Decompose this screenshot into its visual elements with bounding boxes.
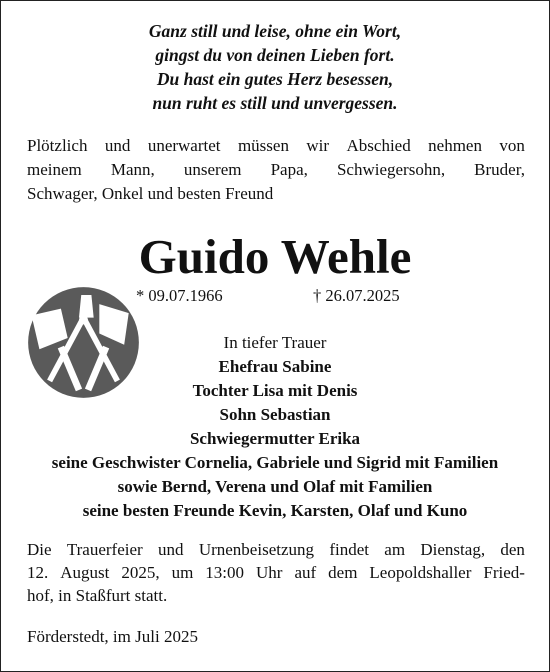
- intro-line: [27, 134, 525, 158]
- service-line: hof, in Staßfurt statt.: [27, 586, 168, 605]
- service-word: Dienstag,: [420, 540, 486, 559]
- deceased-name: Guido Wehle: [138, 229, 412, 284]
- service-word: am: [384, 540, 406, 559]
- service-word: 2025,: [121, 563, 160, 582]
- mourner-line: Tochter Lisa mit Denis: [192, 381, 358, 400]
- death-date: † 26.07.2025: [313, 286, 400, 305]
- service-word: Urnenbeisetzung: [198, 540, 315, 559]
- service-paragraph: [27, 538, 525, 607]
- mourner-line: seine Geschwister Cornelia, Gabriele und Sigrid mit Familien: [51, 453, 499, 472]
- service-word: den: [500, 540, 525, 559]
- intro-word: Papa,: [270, 160, 308, 179]
- service-word: August: [60, 563, 110, 582]
- place-and-date: Förderstedt, im Juli 2025: [27, 627, 198, 646]
- service-word: Fried-: [483, 563, 525, 582]
- service-word: und: [158, 540, 184, 559]
- intro-word: Plötzlich: [27, 136, 88, 155]
- intro-line: [27, 158, 525, 182]
- intro-word: müssen: [237, 136, 289, 155]
- poem-line: nun ruht es still und unvergessen.: [152, 93, 398, 113]
- birth-date: * 09.07.1966: [136, 286, 223, 305]
- intro-word: wir: [306, 136, 330, 155]
- poem-line: Ganz still und leise, ohne ein Wort,: [148, 21, 402, 41]
- service-word: um: [171, 563, 194, 582]
- poem-line: Du hast ein gutes Herz besessen,: [156, 69, 394, 89]
- service-word: findet: [329, 540, 369, 559]
- service-word: Leopoldshaller: [369, 563, 472, 582]
- mourner-line: seine besten Freunde Kevin, Karsten, Olaf und Kuno: [82, 501, 468, 520]
- service-word: Trauerfeier: [66, 540, 143, 559]
- poem: [1, 19, 549, 115]
- mourner-line: sowie Bernd, Verena und Olaf mit Familien: [117, 477, 433, 496]
- intro-word: Abschied: [346, 136, 411, 155]
- intro-word: unerwartet: [147, 136, 221, 155]
- intro-paragraph: [27, 134, 525, 206]
- mourner-line: Schwiegermutter Erika: [189, 429, 361, 448]
- service-word: 13:00: [205, 563, 245, 582]
- service-word: dem: [328, 563, 358, 582]
- service-word: 12.: [27, 563, 49, 582]
- service-word: auf: [294, 563, 317, 582]
- service-word: Die: [27, 540, 52, 559]
- mourners-intro: In tiefer Trauer: [223, 333, 327, 352]
- intro-word: unserem: [183, 160, 242, 179]
- intro-word: meinem: [27, 160, 82, 179]
- poem-line: gingst du von deinen Lieben fort.: [155, 45, 395, 65]
- intro-word: Mann,: [110, 160, 155, 179]
- mourner-line: Ehefrau Sabine: [218, 357, 332, 376]
- intro-word: nehmen: [428, 136, 482, 155]
- mourners-list: [1, 331, 549, 523]
- service-word: Uhr: [256, 563, 283, 582]
- intro-word: und: [104, 136, 131, 155]
- service-line: [27, 538, 525, 561]
- intro-word: Schwiegersohn,: [336, 160, 446, 179]
- service-line: [27, 561, 525, 584]
- intro-line: Schwager, Onkel und besten Freund: [27, 184, 274, 203]
- intro-word: von: [499, 136, 525, 155]
- intro-word: Bruder,: [474, 160, 525, 179]
- mourner-line: Sohn Sebastian: [219, 405, 331, 424]
